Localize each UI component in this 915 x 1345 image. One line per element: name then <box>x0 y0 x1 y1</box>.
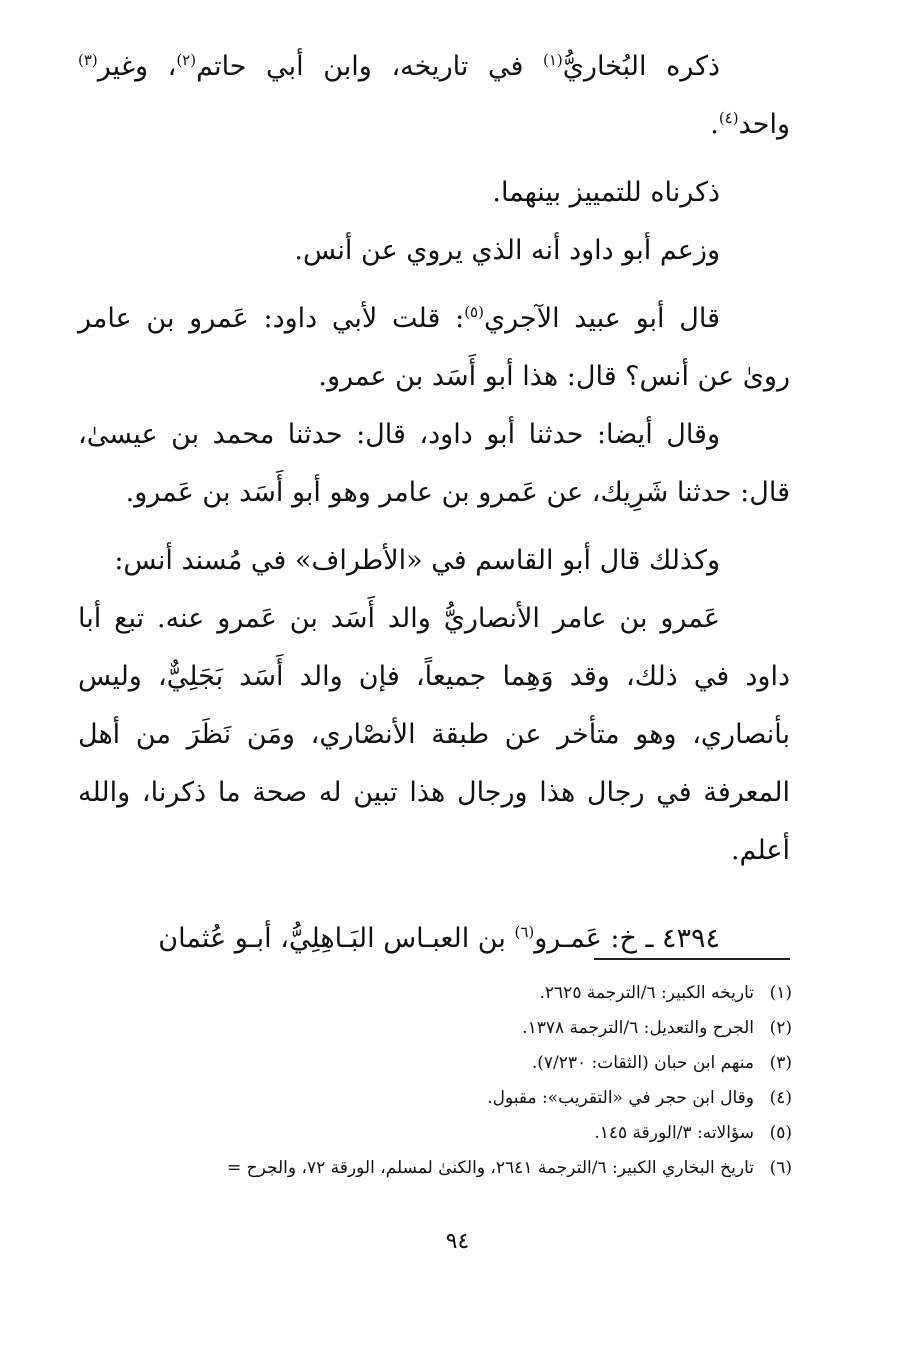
footnote-1 <box>80 976 792 1011</box>
paragraph-2: ذكرناه للتمييز بينهما. <box>492 177 720 208</box>
footnote-number: (٥) <box>769 1123 792 1143</box>
text-run: ذكره البُخاريُّ <box>562 51 720 82</box>
text-run: بن العبـاس البَـاهِلِيُّ، أبـو عُثمان <box>158 923 515 954</box>
paragraph-3: وزعم أبو داود أنه الذي يروي عن أنس. <box>294 235 720 266</box>
text-run: واحد <box>738 109 790 140</box>
footnote-divider <box>594 958 790 960</box>
footnote-text: الجرح والتعديل: ٦/الترجمة ١٣٧٨. <box>522 1018 754 1038</box>
footnote-number: (٢) <box>769 1018 792 1038</box>
footnotes <box>80 976 792 1186</box>
paragraph-5: وقال أيضا: حدثنا أبو داود، قال: حدثنا محمد بن عيسىٰ، قال: حدثنا شَرِيك، عن عَمرو بن عامر وهو أبو أَسَد بن عَمرو. <box>78 419 790 508</box>
text-run: ، وغير <box>97 51 177 82</box>
paragraph-7: عَمرو بن عامر الأنصاريُّ والد أَسَد بن عَمرو عنه. تبع أبا داود في ذلك، وقد وَهِما جميعاً، فإن والد أَسَد بَجَلِيٌّ، وليس بأنصاري، وهو متأخر عن طبقة الأنصْاري، ومَن نَظَرَ من أهل المعرفة في رجال هذا ورجال هذا تبين له صحة ما ذكرنا، والله أعلم. <box>78 603 790 866</box>
main-text <box>78 38 790 968</box>
paragraph-1 <box>78 38 790 154</box>
footnote-3 <box>80 1046 792 1081</box>
footnote-5 <box>80 1116 792 1151</box>
footnote-number: (٣) <box>769 1053 792 1073</box>
footnote-ref-2: (٢) <box>176 51 197 69</box>
page-number: ٩٤ <box>445 1229 470 1254</box>
paragraph-4 <box>78 290 790 406</box>
footnote-4 <box>80 1081 792 1116</box>
footnote-ref-1: (١) <box>542 51 563 69</box>
footnote-number: (٤) <box>769 1088 792 1108</box>
footnote-text: وقال ابن حجر في «التقريب»: مقبول. <box>487 1088 754 1108</box>
footnote-text: تاريخه الكبير: ٦/الترجمة ٢٦٢٥. <box>539 983 754 1003</box>
footnote-number: (١) <box>769 983 792 1003</box>
footnote-text: تاريخ البخاري الكبير: ٦/الترجمة ٢٦٤١، والكنىٰ لمسلم، الورقة ٧٢، والجرح = <box>227 1158 754 1178</box>
footnote-2 <box>80 1011 792 1046</box>
footnote-text: منهم ابن حبان (الثقات: ٧/٢٣٠). <box>531 1053 754 1073</box>
footnote-ref-3: (٣) <box>78 51 98 69</box>
footnote-number: (٦) <box>769 1158 792 1178</box>
footnote-text: سؤالاته: ٣/الورقة ١٤٥. <box>594 1123 754 1143</box>
text-run: ٤٣٩٤ ـ خ: عَمـرو <box>534 923 720 954</box>
footnote-6 <box>80 1151 792 1186</box>
paragraph-6: وكذلك قال أبو القاسم في «الأطراف» في مُسند أنس: <box>114 545 720 576</box>
text-run: في تاريخه، وابن أبي حاتم <box>196 51 543 82</box>
text-run: . <box>710 109 719 140</box>
text-run: : قلت لأبي داود: عَمرو بن عامر روىٰ عن أنس؟ قال: هذا أبو أَسَد بن عمرو. <box>78 303 790 392</box>
footnote-ref-6: (٦) <box>514 923 535 941</box>
footnote-ref-4: (٤) <box>718 109 739 127</box>
text-run: قال أبو عبيد الآجري <box>483 303 720 334</box>
footnote-ref-5: (٥) <box>464 303 484 321</box>
